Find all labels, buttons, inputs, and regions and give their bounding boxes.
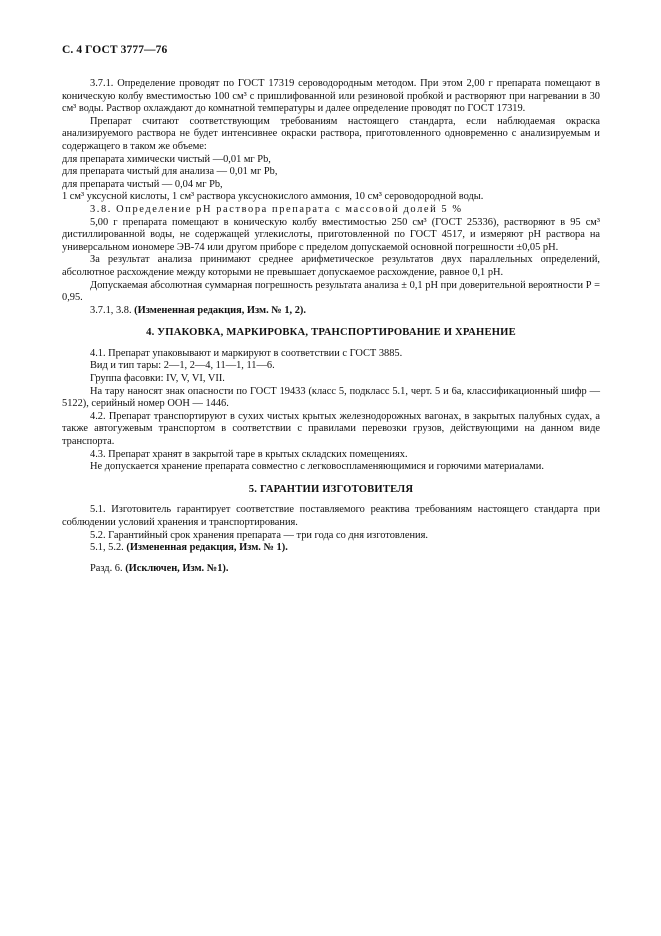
paragraph-5-2: 5.2. Гарантийный срок хранения препарата — три года со дня изготовления. [90,529,428,541]
paragraph-container-type: Вид и тип тары: 2—1, 2—4, 11—1, 11—6. [90,360,275,372]
section-6-ref: Разд. 6. [90,562,123,574]
paragraph-no-storage: Не допускается хранение препарата совместно с легковоспламеняющимися и горючими материалами. [90,461,544,473]
paragraph-3-8-title: 3.8. Определение pH раствора препарата с массовой долей 5 % [90,203,463,215]
edit-note-5 [62,542,600,555]
section-6-bold: (Исключен, Изм. №1). [125,562,229,574]
section-6-note [62,563,600,576]
list-item-pure: для препарата чистый — 0,04 мг Pb, [62,178,223,190]
paragraph-reagents: 1 см³ уксусной кислоты, 1 см³ раствора уксуснокислого аммония, 10 см³ сероводородной воды. [62,191,484,203]
paragraph-4-2: 4.2. Препарат транспортируют в сухих чистых крытых железнодорожных вагонах, в закрытых палубных судах, а также автогужевым транспортом в соответствии с правилами перевозки грузов, действующими на данном виде транспорта. [62,410,600,448]
section-5-title: 5. ГАРАНТИИ ИЗГОТОВИТЕЛЯ [248,483,414,495]
edit-note-5-ref: 5.1, 5.2. [90,542,124,554]
paragraph-5-1: 5.1. Изготовитель гарантирует соответствие поставляемого реактива требованиям настоящего стандарта при соблюдении условий хранения и транспортирования. [62,504,600,528]
paragraph-packing-group: Группа фасовки: IV, V, VI, VII. [90,373,225,385]
list-item-chemically-pure: для препарата химически чистый —0,01 мг Pb, [62,153,271,165]
section-4-title: 4. УПАКОВКА, МАРКИРОВКА, ТРАНСПОРТИРОВАНИЕ И ХРАНЕНИЕ [146,327,516,339]
list-item-analysis-pure: для препарата чистый для анализа — 0,01 мг Pb, [62,166,278,178]
edit-note-3-ref: 3.7.1, 3.8. [90,304,132,316]
document-body [62,78,600,575]
edit-note-3-bold: (Измененная редакция, Изм. № 1, 2). [134,304,306,316]
paragraph-result: За результат анализа принимают среднее арифметическое результатов двух параллельных определений, абсолютное расхождение между которыми не превышает допускаемое расхождение, равное 0,1 pH. [62,254,600,278]
paragraph-compliance: Препарат считают соответствующим требованиям настоящего стандарта, если наблюдаемая окраска анализируемого раствора не будет интенсивнее окраски раствора, приготовленного одновременно с анализируемым и содержащего в таком же объеме: [62,115,600,152]
edit-note-5-bold: (Измененная редакция, Изм. № 1). [126,542,288,554]
running-head: С. 4 ГОСТ 3777—76 [62,44,168,56]
paragraph-3-7-1: 3.7.1. Определение проводят по ГОСТ 17319 сероводородным методом. При этом 2,00 г препарата помещают в коническую колбу вместимостью 100 см³ с пришлифованной или резиновой пробкой и растворяют при нагревании в 30 см³ воды. Раствор охлаждают до комнатной температуры и далее определение проводят по ГОСТ 17319. [62,78,600,115]
paragraph-4-1: 4.1. Препарат упаковывают и маркируют в соответствии с ГОСТ 3885. [90,347,403,359]
paragraph-error: Допускаемая абсолютная суммарная погрешность результата анализа ± 0,1 pH при доверительной вероятности Р = 0,95. [62,279,600,304]
edit-note-3 [62,305,600,318]
paragraph-3-8-text: 5,00 г препарата помещают в коническую колбу вместимостью 250 см³ (ГОСТ 25336), растворяют в 95 см³ дистиллированной воды, не содержащей углекислоты, приготовленной по ГОСТ 4517, и измеряют pH раствора на универсальном иономере ЭВ-74 или другом приборе с пределом допускаемой основной погрешности ±0,05 pH. [62,216,600,253]
paragraph-4-3: 4.3. Препарат хранят в закрытой таре в крытых складских помещениях. [90,448,408,460]
paragraph-hazard-sign: На тару наносят знак опасности по ГОСТ 19433 (класс 5, подкласс 5.1, черт. 5 и 6а, классификационный шифр — 5122), серийный номер ООН — 1446. [62,385,600,410]
